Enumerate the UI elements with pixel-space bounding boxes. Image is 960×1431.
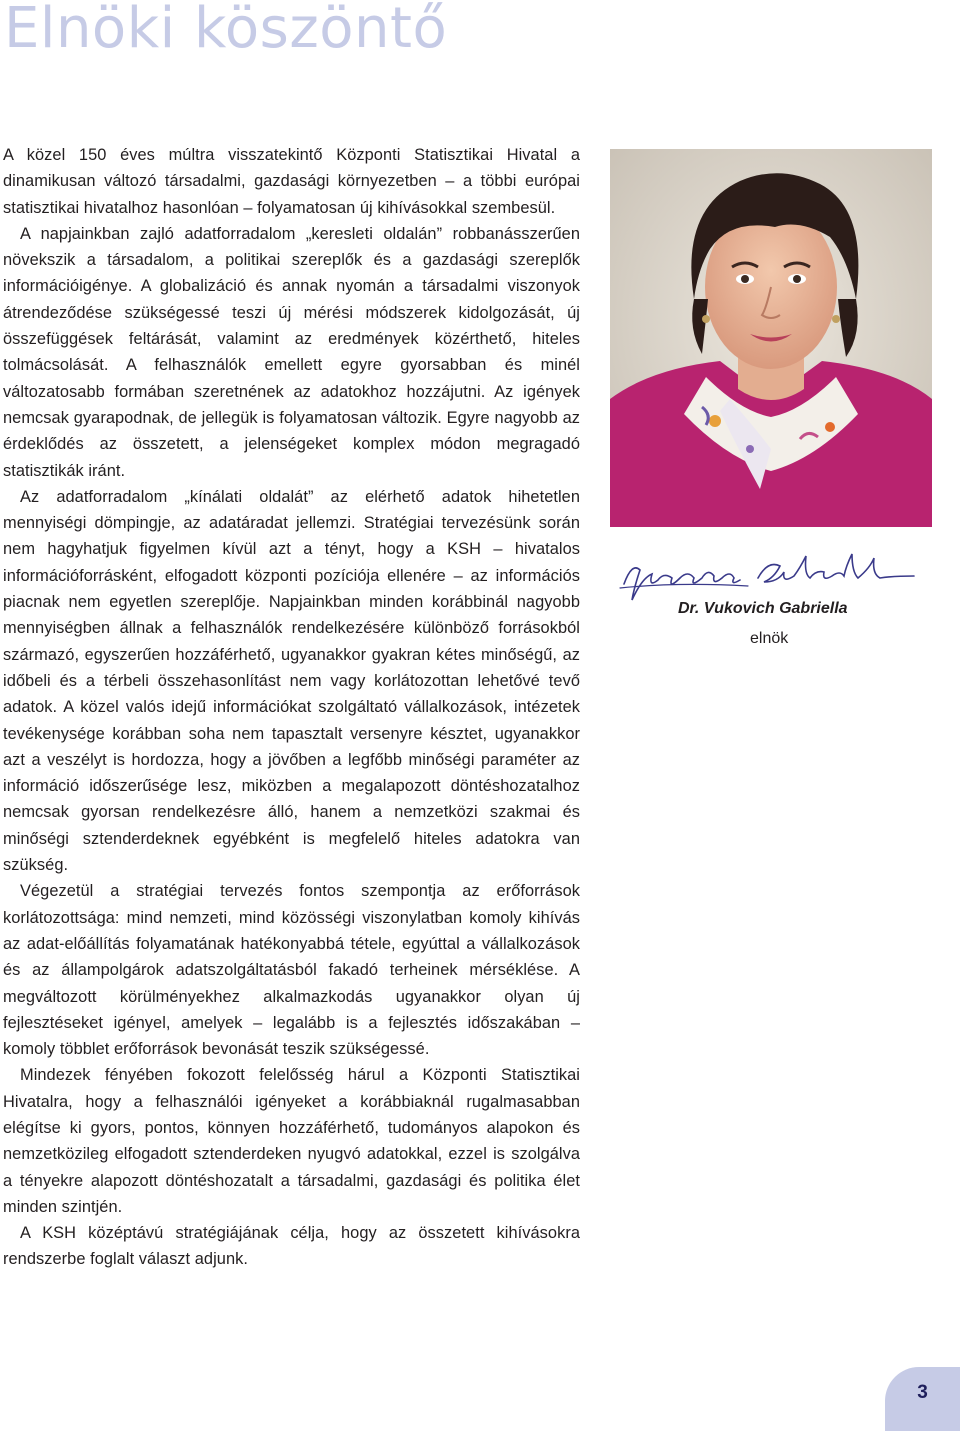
paragraph-6: A KSH középtávú stratégiájának célja, hogy az összetett kihívásokra rendszerbe foglalt választ adjunk.: [3, 1224, 580, 1269]
page-title: Elnöki köszöntő: [4, 0, 448, 61]
signer-name: Dr. Vukovich Gabriella: [678, 600, 848, 617]
signer-role: elnök: [750, 630, 789, 647]
paragraph-2: A napjainkban zajló adatforradalom „keresleti oldalán” robbanásszerűen növekszik a társadalom, a politikai szereplők és a gazdasági szereplők információigénye. A globalizáció és annak nyomán a társadalmi viszonyok átrendeződése szükségessé teszi új mérési módszerek kidolgozását, új összefüggések feltárását, valamint az eredmények közérthető, hiteles tolmácsolását. A felhasználók emellett egyre gyorsabban és minél változatosabb formában szeretnének az adatokhoz hozzájutni. Az igények nemcsak gyarapodnak, de jellegük is folyamatosan változik. Egyre nagyobb az érdeklődés az összetett, a jelenségeket komplex módon megragadó statisztikák iránt.: [3, 224, 580, 480]
page-number: 3: [917, 1382, 928, 1403]
paragraph-1: A közel 150 éves múltra visszatekintő Központi Statisztikai Hivatal a dinamikusan változó társadalmi, gazdasági környezetben – a többi európai statisztikai hivatalhoz hasonlóan – folyamatosan új kihívásokkal szembesül.: [3, 146, 580, 217]
paragraph-5: Mindezek fényében fokozott felelősség hárul a Központi Statisztikai Hivatalra, hogy a felhasználói igényeket a korábbiaknál rugalmasabban elégítse ki gyors, pontos, könnyen hozzáférhető, tudományos alapokon és nemzetközileg elfogadott sztenderdeken nyugvó adatokkal, ezzel is szolgálva a tényekre alapozott döntéshozatalt a társadalmi, gazdasági és politika élet minden szintjén.: [3, 1066, 580, 1216]
portrait-photo: [610, 149, 932, 527]
foreword-body: [3, 142, 580, 1273]
page-number-tab: [885, 1367, 960, 1431]
paragraph-4: Végezetül a stratégiai tervezés fontos szempontja az erőforrások korlátozottsága: mind nemzeti, mind közösségi viszonylatban komoly kihívás az adat-előállítás folyamatának hatékonyabbá tétele, egyúttal a vállalkozások és az állampolgárok adatszolgáltatásból fakadó terheinek mérséklése. A megváltozott körülményekhez alkalmazkodás ugyanakkor olyan új fejlesztéseket igényel, amelyek – legalább is a fejlesztés időszakában – komoly többlet erőforrások bevonását teszik szükségessé.: [3, 882, 580, 1059]
paragraph-3: Az adatforradalom „kínálati oldalát” az elérhető adatok hihetetlen mennyiségi dömpingje, az adatáradat jellemzi. Stratégiai tervezésünk során nem hagyhatjuk figyelmen kívül azt a tényt, hogy a KSH – hivatalos információforrásként, elfogadott központi pozíciója ellenére – az információs piacnak nem egyetlen szereplője. Napjainkban minden korábbinál nagyobb mennyiségben állnak a felhasználók rendelkezésére különböző forrásokból származó, egyszerűen hozzáférhető, ugyanakkor gyakran kétes minőségű, az időbeli és a térbeli összehasonlítást nem vagy korlátozottan lehetővé tevő adatok. A közel valós idejű információkat szolgáltató vállalkozások, intézetek tevékenysége korábban soha nem tapasztalt versenyre késztet, ugyanakkor azt a veszélyt is hordozza, hogy a jövőben a legfőbb minőségi paraméter az információ időszerűsége lesz, miközben a megalapozott döntéshozatalhoz nemcsak gyorsan rendelkezésre álló, hanem a nemzetközi szakmai és minőségi sztenderdeknek egyébként is megfelelő hiteles adatokra van szükség.: [3, 487, 580, 875]
